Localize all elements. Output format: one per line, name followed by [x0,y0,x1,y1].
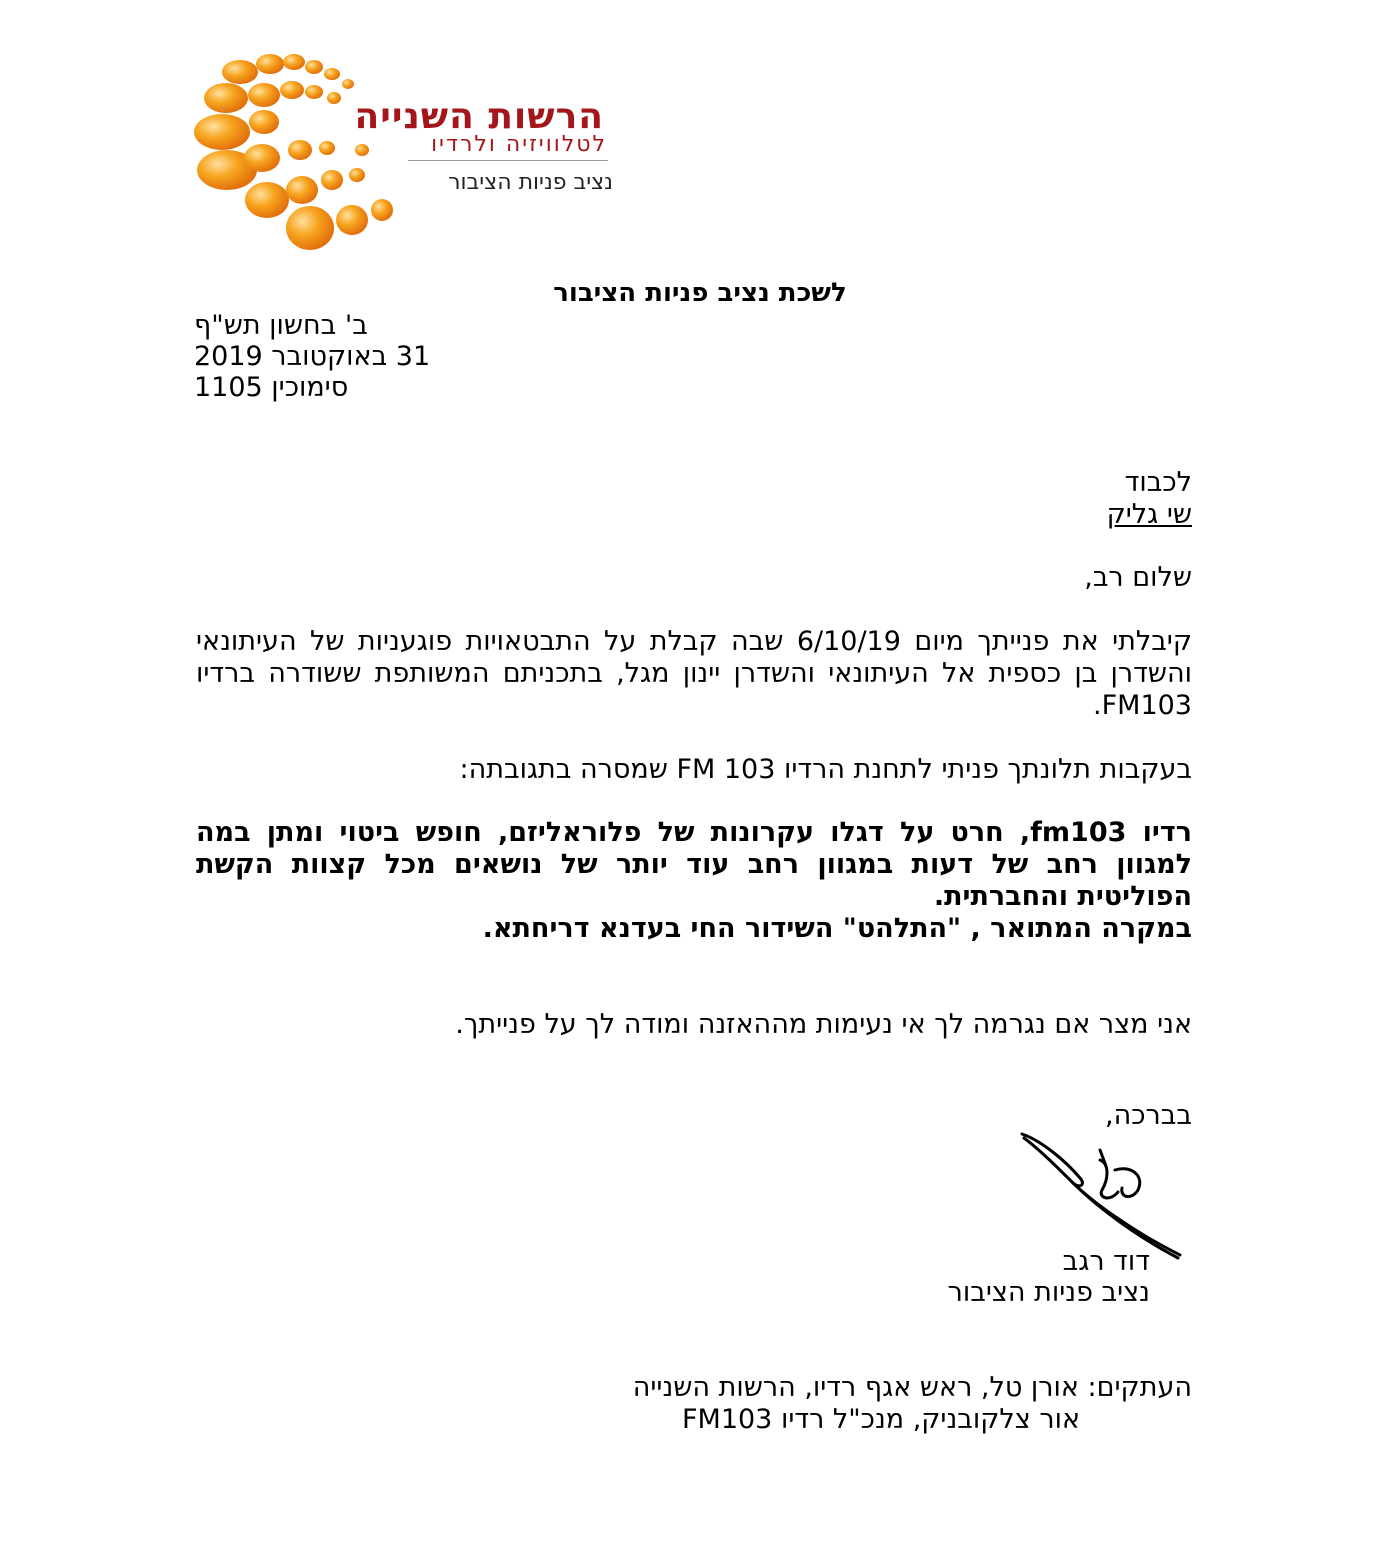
recipient-name-text: שי גליק [1106,499,1192,530]
paragraph-station-quote-end: במקרה המתואר , "התלהט" השידור החי בעדנא דריחתא. [482,913,1192,944]
hebrew-date: ב' בחשון תש"ף [194,310,368,341]
office-title: לשכת נציב פניות הציבור [553,278,847,308]
recipient-name [1107,499,1192,531]
greeting: שלום רב, [1084,562,1192,593]
logo-title: הרשות השנייה [354,96,604,137]
signer-name: דוד רגב [1062,1246,1150,1277]
logo-bubbles-graphic [192,40,617,275]
copies-line-2: אור צלקובניק, מנכ"ל רדיו FM103 [682,1404,1080,1435]
paragraph-station-response: בעקבות תלונתך פניתי לתחנת הרדיו FM 103 שמסרה בתגובתה: [459,754,1192,785]
copies-line-1: העתקים: אורן טל, ראש אגף רדיו, הרשות השנייה [632,1372,1192,1403]
paragraph-complaint-received: קיבלתי את פנייתך מיום 6/10/19 שבה קבלת על התבטאויות פוגעניות של העיתונאי והשדרן בן כספית אל העיתונאי והשדרן יינון מגל, בתכניתם המשותפת ששודרה ברדיו FM103. [196,626,1193,721]
logo [192,40,617,275]
signer-title: נציב פניות הציבור [947,1277,1150,1308]
closing: בברכה, [1105,1100,1192,1131]
paragraph-apology: אני מצר אם נגרמה לך אי נעימות מההאזנה ומודה לך על פנייתך. [455,1009,1192,1040]
gregorian-date: 31 באוקטובר 2019 [194,341,431,372]
reference-number: סימוכין 1105 [194,372,349,403]
recipient-honorific: לכבוד [1124,467,1192,498]
logo-department: נציב פניות הציבור [448,170,613,195]
paragraph-station-quote: רדיו fm103, חרט על דגלו עקרונות של פלוראליזם, חופש ביטוי ומתן במה למגוון רחב של דעות במגוון רחב עוד יותר של נושאים מכל קצוות הקשת הפוליטית והחברתית. [196,817,1192,912]
logo-subtitle: לטלוויזיה ולרדיו [431,132,607,157]
logo-divider [408,160,608,161]
